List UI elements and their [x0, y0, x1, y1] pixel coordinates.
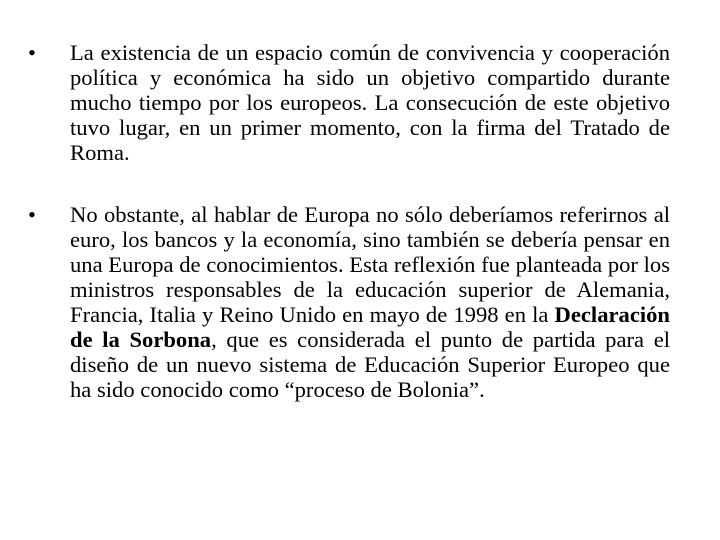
paragraph-text-end: , que es considerada el punto de partida para el diseño de un nuevo sistema de Educación Superior Europeo que ha sido conocido como “proceso de Bolonia”. — [70, 327, 671, 402]
emphasized-document-name: Declaración de la Sorbona — [70, 302, 670, 352]
bullet-item-1 — [28, 40, 670, 165]
paragraph-text: La existencia de un espacio común de convivencia y cooperación política y económica ha sido un objetivo compartido durante mucho tiempo por los europeos. La consecución de este objetivo tuvo lugar, en un primer momento, con la firma del Tratado de Roma. — [70, 40, 670, 165]
paragraph-text-start: No obstante, al hablar de Europa no sólo deberíamos referirnos al euro, los bancos y la economía, sino también se debería pensar en una Europa de conocimientos. Esta reflexión fue planteada por los ministros responsables de la educación superior de Alemania, Francia, Italia y Reino Unido en mayo de 1998 en la — [70, 202, 670, 327]
bullet-list — [28, 40, 670, 402]
bullet-marker: • — [28, 40, 36, 65]
bullet-item-2 — [28, 202, 670, 402]
bullet-marker: • — [28, 202, 36, 227]
